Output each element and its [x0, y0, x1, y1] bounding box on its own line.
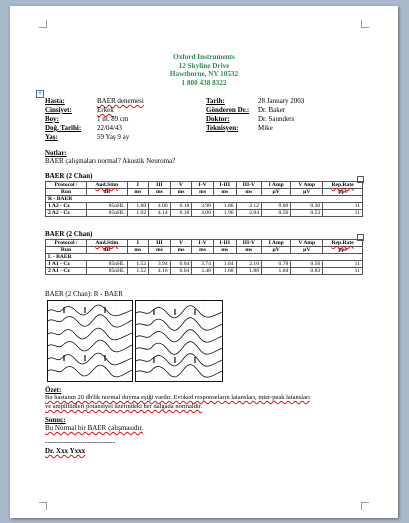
baer-table-left	[45, 239, 363, 275]
cell-run: 1 A1 - Cz	[46, 261, 87, 268]
waveform-right-svg	[136, 301, 222, 381]
margin-corner-top-right	[361, 20, 369, 28]
cell: 6.18	[170, 210, 192, 217]
cell: 2.04	[236, 210, 261, 217]
cell: 4.06	[149, 203, 171, 210]
cell: 85nHL	[86, 268, 127, 275]
section-label: R - BAER	[46, 196, 363, 203]
cell: 0.56	[262, 210, 291, 217]
cell: 85nHL	[86, 261, 127, 268]
unit-ms: ms	[213, 189, 236, 196]
trace-6	[136, 365, 222, 378]
col-i: I	[127, 182, 149, 189]
unit-pps: pps	[323, 247, 363, 254]
doctor-label: Doktor:	[206, 115, 230, 123]
waveform-title: BAER (2 Chan): R - BAER	[45, 290, 123, 298]
cell: 0.60	[262, 203, 291, 210]
age-label: Yaş:	[45, 133, 58, 141]
table-1-title: BAER (2 Chan)	[45, 172, 93, 180]
cell: 11	[323, 210, 363, 217]
cell: 1.88	[236, 268, 261, 275]
patient-name-label: Hasta:	[45, 97, 65, 105]
cell: 2.12	[236, 203, 261, 210]
notes-label: Notlar:	[45, 149, 67, 157]
table-row	[46, 268, 363, 275]
cell: 0.53	[291, 210, 323, 217]
table-row	[46, 210, 363, 217]
cell: 11	[323, 203, 363, 210]
cell: 85nHL	[86, 203, 127, 210]
waveform-left-traces	[48, 305, 132, 377]
cell: 2.10	[236, 261, 261, 268]
cell: 0.56	[291, 261, 323, 268]
margin-corner-bottom-left	[39, 502, 47, 510]
dob-value: 22/04/43	[97, 124, 122, 132]
patient-name-value: BAER denemesi	[97, 97, 144, 105]
company-street: 12 Skyline Drive	[178, 61, 230, 70]
company-name: Oxford Instruments	[173, 53, 235, 61]
unit-uv: µV	[262, 189, 291, 196]
cell: 6.04	[170, 268, 192, 275]
cell: 6.18	[170, 203, 192, 210]
cell: 0.78	[262, 261, 291, 268]
cell: 3.74	[192, 261, 214, 268]
col-aud-stim: Aud.Stim	[95, 182, 119, 188]
cell: 1.60	[213, 268, 236, 275]
cell: 1.86	[213, 203, 236, 210]
summary-label: Özet:	[45, 386, 62, 394]
unit-uv: µV	[262, 247, 291, 254]
col-protocol: Protocol /	[46, 182, 87, 189]
report-page	[10, 6, 398, 518]
cell: 0.30	[291, 203, 323, 210]
trace-4	[136, 342, 222, 355]
col-v: V	[170, 240, 192, 247]
margin-corner-bottom-right	[361, 502, 369, 510]
referring-doctor-label: Gönderen Dr.:	[206, 106, 250, 114]
unit-ms: ms	[213, 247, 236, 254]
col-i: I	[127, 240, 149, 247]
col-iii-v: III-V	[236, 240, 261, 247]
unit-uv: µV	[291, 189, 323, 196]
doctor-value: Dr. Saunders	[258, 115, 295, 123]
col-i-amp: I Amp	[262, 182, 291, 189]
cell: 3.48	[192, 268, 214, 275]
col-aud-stim: Aud.Stim	[95, 240, 119, 246]
sex-value: Erkek	[97, 106, 114, 114]
table-move-handle-icon[interactable]: +	[37, 90, 43, 97]
col-run: Run	[46, 189, 87, 196]
unit-db: dB	[86, 189, 127, 196]
date-value: 28 January 2003	[258, 97, 305, 105]
col-iii: III	[149, 182, 171, 189]
technician-label: Teknisyen:	[206, 124, 239, 132]
cell-run: 2 A2 - Cz	[46, 210, 87, 217]
unit-ms: ms	[149, 247, 171, 254]
waveform-plot-left	[47, 300, 133, 382]
col-i-iii: I-III	[213, 240, 236, 247]
unit-db: dB	[86, 247, 127, 254]
trace-3	[136, 330, 222, 343]
cell: 11	[323, 261, 363, 268]
trace-6	[48, 365, 132, 377]
cell-run: 1 A2 - Cz	[46, 203, 87, 210]
company-header	[10, 53, 398, 87]
cell: 4.00	[192, 210, 214, 217]
table-row	[46, 261, 363, 268]
unit-uv: µV	[291, 247, 323, 254]
waveform-right-markers	[154, 309, 195, 363]
col-v-amp: V Amp	[291, 182, 323, 189]
unit-ms: ms	[192, 189, 214, 196]
col-iii-v: III-V	[236, 182, 261, 189]
col-v-amp: V Amp	[291, 240, 323, 247]
unit-ms: ms	[236, 247, 261, 254]
waveform-left-svg	[48, 301, 132, 381]
referring-doctor-value: Dr. Baker	[258, 106, 286, 114]
col-rep-rate: Rep.Rate	[331, 240, 354, 246]
cell: 3.98	[192, 203, 214, 210]
cell: 4.16	[149, 268, 171, 275]
col-v: V	[170, 182, 192, 189]
cell: 1.52	[127, 261, 149, 268]
trace-4	[48, 340, 132, 352]
sex-label: Cinsiyet:	[45, 106, 72, 114]
col-i-v: I-V	[192, 240, 214, 247]
cell: 1.52	[127, 268, 149, 275]
cell: 0.83	[291, 268, 323, 275]
cell: 1.60	[127, 203, 149, 210]
trace-1	[48, 305, 132, 316]
col-iii: III	[149, 240, 171, 247]
trace-5	[136, 354, 222, 367]
unit-ms: ms	[127, 189, 149, 196]
signature-line: ------------------------------	[45, 438, 115, 446]
date-label: Tarih:	[206, 97, 225, 105]
unit-ms: ms	[170, 247, 192, 254]
technician-value: Mike	[258, 124, 273, 132]
trace-2	[48, 315, 132, 328]
col-i-v: I-V	[192, 182, 214, 189]
trace-2	[136, 318, 222, 331]
conclusion-label: Sonuç:	[45, 416, 66, 424]
cell: 85nHL	[86, 210, 127, 217]
margin-corner-top-left	[39, 20, 47, 28]
waveform-right-traces	[136, 306, 222, 378]
unit-ms: ms	[127, 247, 149, 254]
table-row	[46, 203, 363, 210]
summary-line-1: Bu hastanın 20 db'lik normal duyma eşiği vardır. Evoked responseların latansları, inter-peak latansları	[45, 394, 310, 401]
table-2-title: BAER (2 Chan)	[45, 230, 93, 238]
unit-pps: pps	[323, 189, 363, 196]
col-i-amp: I Amp	[262, 240, 291, 247]
summary-line-2: ve amplitüdleri potansiyel üzerindeki her dalgada normaldir.	[45, 403, 203, 410]
cell: 1.96	[213, 210, 236, 217]
trace-1	[136, 306, 222, 318]
cell: 1.62	[127, 210, 149, 217]
dob-label: Doğ. Tarihi:	[45, 124, 82, 132]
height-value: 1 m. 89 cm	[97, 115, 129, 123]
company-phone: 1 800 438 8322	[181, 78, 227, 87]
col-run: Run	[46, 247, 87, 254]
cell: 11	[323, 268, 363, 275]
cell: 6.04	[170, 261, 192, 268]
col-protocol: Protocol /	[46, 240, 87, 247]
col-rep-rate: Rep.Rate	[331, 182, 354, 188]
cell-run: 2 A1 - Cz	[46, 268, 87, 275]
baer-table-right	[45, 181, 363, 217]
company-city: Hawthorne, NY 10532	[169, 70, 239, 79]
waveform-plot-right	[135, 300, 223, 382]
height-label: Boy:	[45, 115, 59, 123]
conclusion-text: Bu Normal bir BAER çalışmasıdır.	[45, 424, 144, 432]
col-i-iii: I-III	[213, 182, 236, 189]
cell: 1.64	[213, 261, 236, 268]
unit-ms: ms	[149, 189, 171, 196]
signature-name: Dr. Xxx Yxxx	[45, 447, 86, 455]
waveform-left-grid	[65, 301, 116, 381]
unit-ms: ms	[192, 247, 214, 254]
notes-text: BAER çalışmaları normal? Akustik Neuroma?	[45, 157, 176, 165]
unit-ms: ms	[236, 189, 261, 196]
cell: 4.14	[149, 210, 171, 217]
unit-ms: ms	[170, 189, 192, 196]
cell: 3.94	[149, 261, 171, 268]
section-label: L - BAER	[46, 254, 363, 261]
trace-5	[48, 353, 132, 365]
cell: 1.04	[262, 268, 291, 275]
age-value: 59 Yaş 9 ay	[97, 133, 130, 141]
trace-3	[48, 328, 132, 340]
